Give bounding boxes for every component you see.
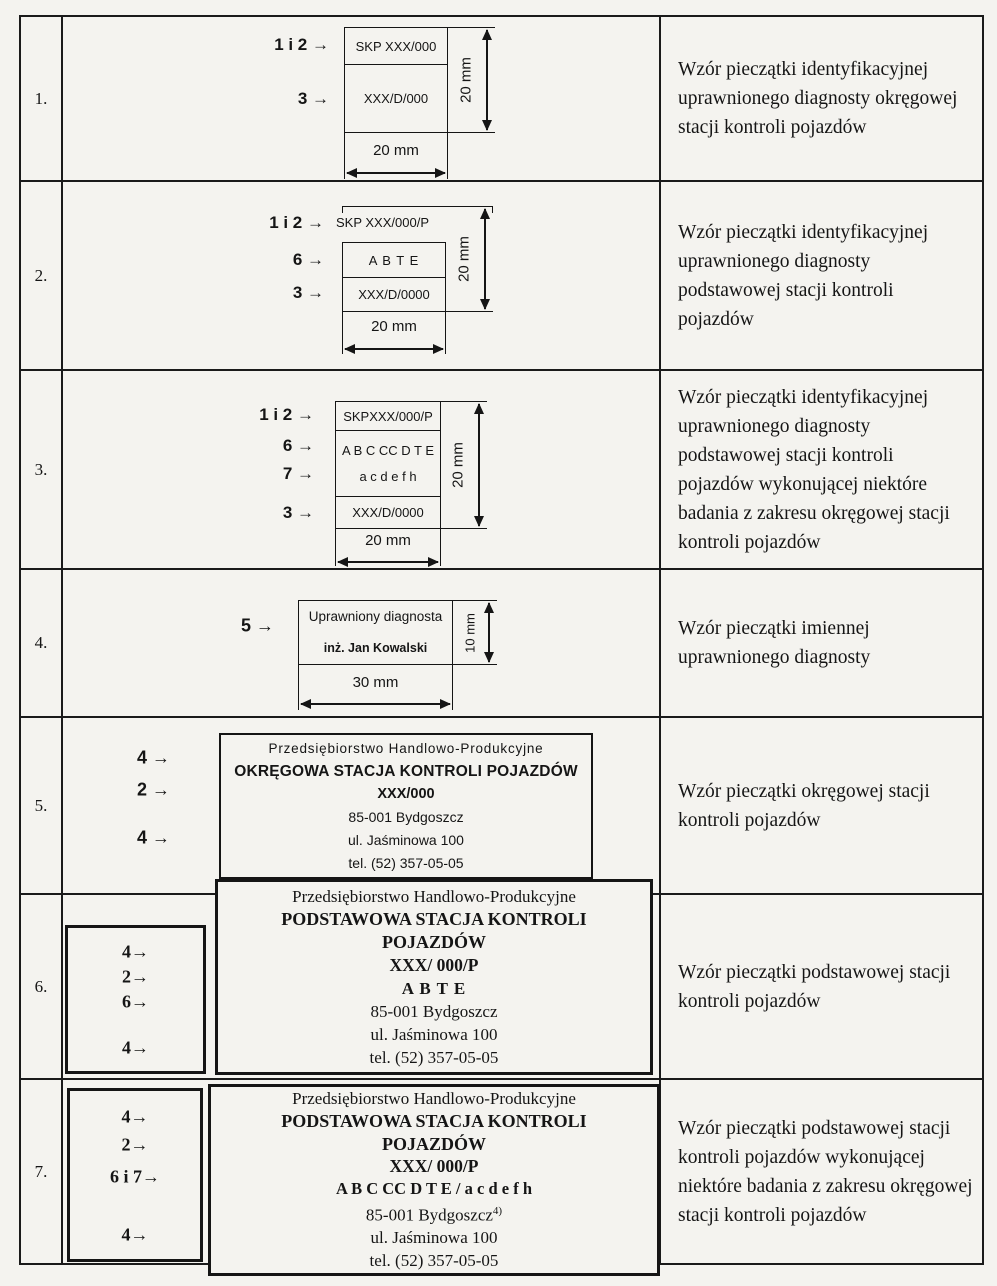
stamp-line: XXX/000 — [377, 786, 435, 802]
v-dimension-arrow-icon — [484, 209, 486, 309]
table-row — [21, 17, 982, 182]
description — [661, 1080, 982, 1263]
stamp-line: 85-001 Bydgoszcz — [370, 1002, 498, 1021]
description — [661, 182, 982, 369]
stamp-line: 85-001 Bydgoszcz — [348, 809, 464, 825]
stamp-line: Uprawniony diagnosta — [308, 609, 443, 625]
stamp-line: tel. (52) 357-05-05 — [348, 855, 464, 871]
pointer-legend-box — [67, 1088, 203, 1262]
stamp-line: POJAZDÓW — [381, 932, 486, 952]
pointer-label: 4→ — [122, 941, 149, 962]
dimension-label: 20 mm — [373, 142, 419, 159]
dimension-label: 20 mm — [449, 442, 467, 488]
stamp-line: SKP XXX/000 — [345, 28, 447, 65]
stamp-line: A B T E — [401, 979, 467, 998]
pointer-label: 4 → — [136, 827, 170, 848]
pointer-label: 6 → — [282, 436, 314, 455]
dimension-label: 20 mm — [371, 318, 417, 335]
pointer-label: 7 → — [282, 464, 314, 483]
stamp-line: XXX/ 000/P — [389, 955, 479, 975]
description — [661, 570, 982, 716]
stamp-diagram — [63, 17, 661, 180]
stamp-line: PODSTAWOWA STACJA KONTROLI — [281, 909, 587, 929]
description-text: Wzór pieczątki identyfikacyjnej uprawnionego diagnosty podstawowej stacji kontroli pojazdów — [678, 221, 929, 330]
stamp-line: POJAZDÓW — [381, 1133, 486, 1154]
height-dimension — [448, 27, 495, 133]
stamp-box — [215, 879, 653, 1075]
description-text: Wzór pieczątki identyfikacyjnej uprawnionego diagnosty podstawowej stacji kontroli pojazdów wykonującej niektóre badania z zakresu okręgowej stacji kontroli pojazdów — [678, 386, 950, 553]
stamp-diagram — [63, 887, 661, 1078]
table-row — [21, 887, 982, 1080]
stamp-line: a c d e f h — [359, 469, 417, 485]
stamp-line-group — [336, 431, 440, 497]
stamp-box — [208, 1084, 660, 1276]
h-dimension-arrow-icon — [338, 561, 438, 563]
stamp-line: Przedsiębiorstwo Handlowo-Produkcyjne — [292, 887, 576, 906]
table-row — [21, 371, 982, 570]
pointer-label: 1 i 2 → — [269, 213, 324, 232]
row-number: 4. — [21, 570, 63, 716]
stamp-line: XXX/ 000/P — [389, 1156, 479, 1177]
stamp-line: Przedsiębiorstwo Handlowo-Produkcyjne — [268, 741, 544, 756]
description — [661, 895, 982, 1078]
table-row — [21, 570, 982, 718]
row-number: 2. — [21, 182, 63, 369]
stamp-diagram — [63, 718, 661, 893]
dimension-label: 20 mm — [455, 236, 473, 282]
stamp-line: XXX/D/0000 — [352, 505, 424, 520]
stamp-line: SKP XXX/000/P — [336, 215, 429, 230]
row-number: 6. — [21, 895, 63, 1078]
stamp-line: tel. (52) 357-05-05 — [369, 1250, 499, 1270]
description-text: Wzór pieczątki identyfikacyjnej uprawnionego diagnosty okręgowej stacji kontroli pojazdów — [678, 59, 958, 138]
description-text: Wzór pieczątki podstawowej stacji kontroli pojazdów wykonującej niektóre badania z zakresu okręgowej stacji kontroli pojazdów — [678, 1117, 973, 1226]
dimension-label: 10 mm — [462, 612, 478, 653]
pointer-label: 2→ — [122, 966, 149, 987]
pointer-label: 6→ — [122, 991, 149, 1012]
pointer-label: 2→ — [121, 1134, 149, 1155]
description — [661, 17, 982, 180]
pointer-label: 4→ — [121, 1224, 149, 1245]
description-text: Wzór pieczątki podstawowej stacji kontroli pojazdów — [678, 961, 951, 1012]
row-number: 3. — [21, 371, 63, 568]
row-number: 5. — [21, 718, 63, 893]
pointer-label: 2 → — [136, 779, 170, 800]
stamp-box — [344, 27, 448, 133]
footnote-marker: 4) — [492, 1205, 503, 1218]
v-dimension-arrow-icon — [486, 30, 488, 130]
pointer-label: 4→ — [121, 1106, 149, 1127]
stamp-box — [342, 242, 446, 312]
stamp-line: XXX/D/0000 — [358, 287, 430, 302]
stamp-box — [335, 401, 441, 529]
pointer-label: 6 i 7→ — [109, 1166, 161, 1187]
v-dimension-arrow-icon — [478, 404, 480, 526]
pointer-legend-box — [65, 925, 206, 1074]
table-row — [21, 1080, 982, 1270]
table-row — [21, 718, 982, 895]
description-text: Wzór pieczątki okręgowej stacji kontroli pojazdów — [678, 780, 930, 831]
pointer-label: 1 i 2 → — [274, 35, 329, 54]
stamp-line: A B C CC D T E — [342, 442, 434, 458]
pointer-label: 4→ — [122, 1037, 149, 1058]
stamp-line: PODSTAWOWA STACJA KONTROLI — [281, 1111, 587, 1132]
pointer-label: 6 → — [292, 250, 324, 269]
stamp-diagram — [63, 371, 661, 568]
width-dimension — [344, 133, 448, 179]
height-dimension — [441, 401, 487, 529]
stamp-line: tel. (52) 357-05-05 — [369, 1048, 499, 1067]
description-text: Wzór pieczątki imiennej uprawnionego diagnosty — [678, 618, 871, 668]
pointer-label: 3 → — [297, 89, 329, 108]
dimension-label: 20 mm — [365, 532, 411, 549]
stamp-line: inż. Jan Kowalski — [323, 641, 428, 656]
pointer-label: 1 i 2 → — [259, 405, 314, 424]
stamp-box — [219, 733, 593, 879]
stamp-line: ul. Jaśminowa 100 — [370, 1228, 498, 1248]
v-dimension-arrow-icon — [488, 603, 490, 662]
stamp-diagram — [63, 182, 661, 369]
stamp-line: XXX/D/000 — [363, 91, 429, 106]
stamp-diagram — [63, 570, 661, 716]
stamp-line: ul. Jaśminowa 100 — [348, 832, 464, 848]
stamp-line: 85-001 Bydgoszcz — [365, 1205, 493, 1225]
stamp-line: Przedsiębiorstwo Handlowo-Produkcyjne — [292, 1088, 576, 1108]
stamp-line-with-note — [211, 1200, 657, 1227]
width-dimension — [298, 665, 453, 710]
description — [661, 718, 982, 893]
stamp-line: OKRĘGOWA STACJA KONTROLI POJAZDÓW — [234, 763, 578, 780]
pointer-label: 3 → — [282, 503, 314, 522]
h-dimension-arrow-icon — [345, 348, 443, 350]
stamp-line: A B C CC D T E / a c d e f h — [335, 1178, 533, 1198]
dimension-label: 30 mm — [352, 674, 399, 691]
table-row — [21, 182, 982, 371]
pointer-label: 5 → — [240, 615, 274, 636]
width-dimension — [342, 312, 446, 354]
stamp-line: ul. Jaśminowa 100 — [370, 1025, 498, 1044]
h-dimension-arrow-icon — [301, 703, 450, 705]
stamp-line: A B T E — [343, 243, 445, 278]
pointer-label: 4 → — [136, 747, 170, 768]
width-dimension — [335, 529, 441, 566]
dimension-label: 20 mm — [457, 57, 475, 103]
row-number: 1. — [21, 17, 63, 180]
height-dimension — [446, 207, 493, 312]
stamp-line: SKPXXX/000/P — [336, 402, 440, 431]
row-number: 7. — [21, 1080, 63, 1263]
h-dimension-arrow-icon — [347, 172, 445, 174]
stamp-specimen-table — [19, 15, 984, 1270]
height-dimension — [453, 600, 497, 665]
description — [661, 371, 982, 568]
pointer-label: 3 → — [292, 283, 324, 302]
stamp-diagram — [63, 1080, 661, 1270]
stamp-box — [298, 600, 453, 665]
